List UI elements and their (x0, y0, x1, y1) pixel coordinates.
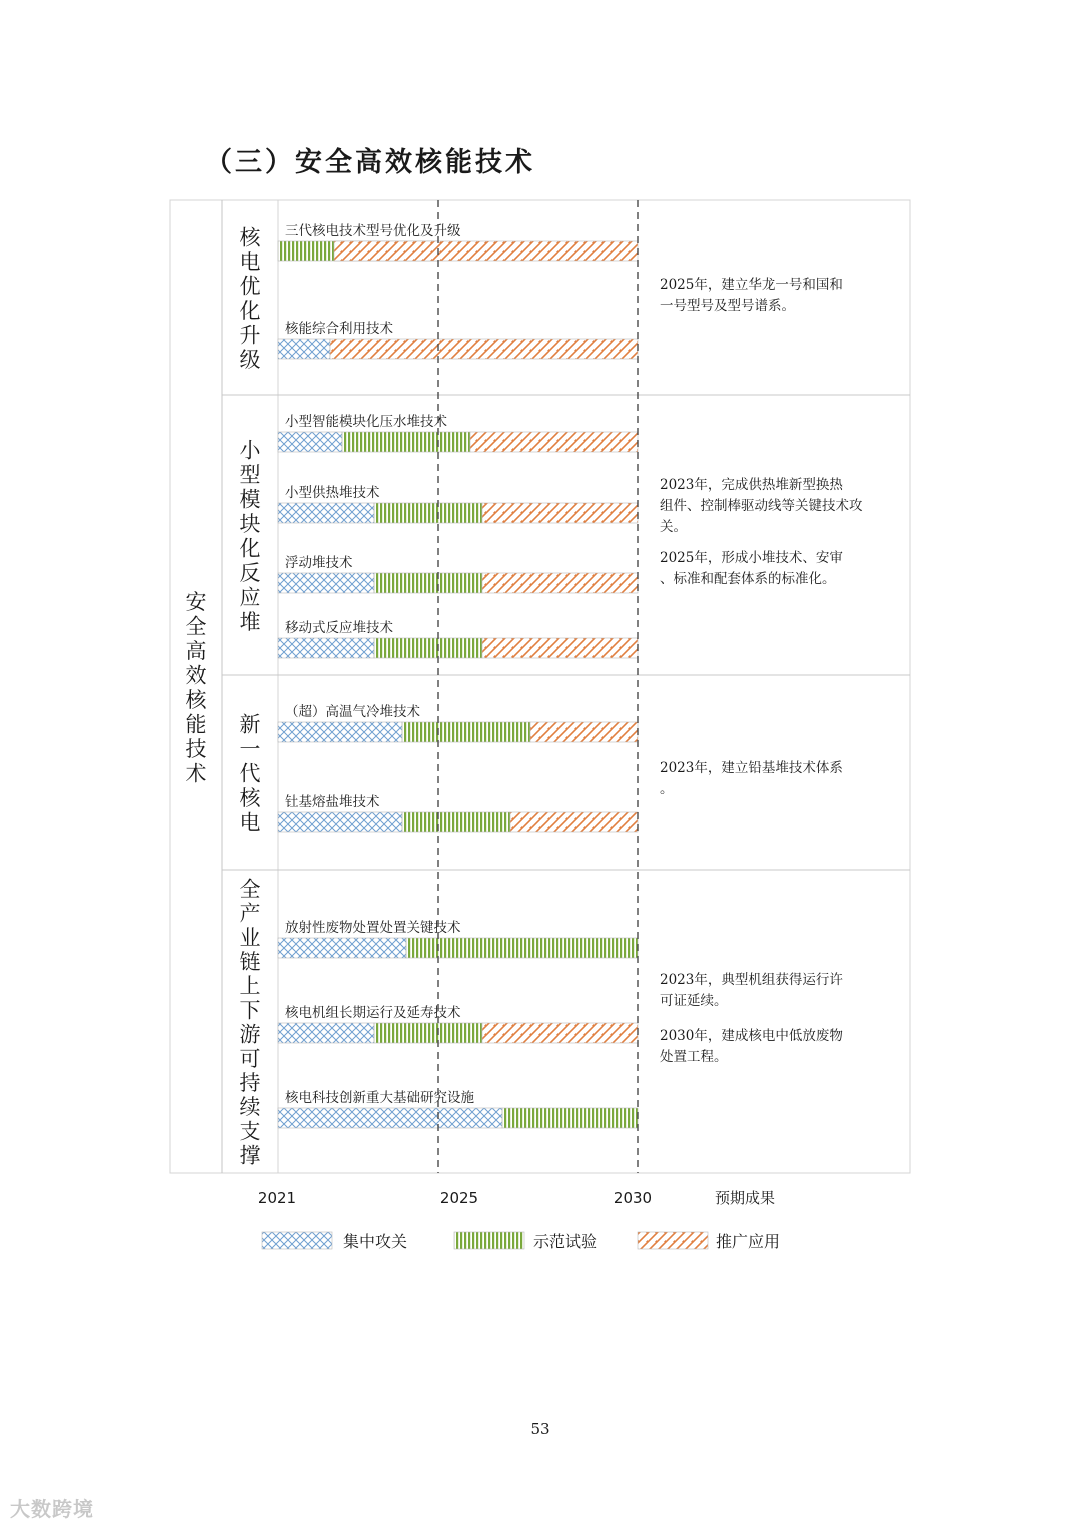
group-label-char: 型 (239, 462, 261, 487)
group-label-char: 业 (239, 925, 261, 950)
outer-label-char: 能 (185, 712, 207, 737)
outcome-note: 2023年，完成供热堆新型换热组件、控制棒驱动线等关键技术攻关。 (660, 477, 863, 535)
page-heading: （三）安全高效核能技术 (205, 147, 535, 178)
legend-label: 集中攻关 (343, 1232, 408, 1251)
legend-swatch-gj (262, 1232, 332, 1249)
group-label-char: 新 (239, 712, 261, 737)
group-label-char: 持 (239, 1071, 261, 1095)
group-label-char: 链 (239, 950, 261, 974)
bar-sf (374, 638, 482, 658)
group-label-char: 块 (239, 511, 261, 536)
bar-gj (278, 812, 402, 832)
bar-sf (406, 938, 638, 958)
bar-sf (402, 812, 510, 832)
group-label-char: 电 (239, 810, 261, 835)
group-label-char: 化 (239, 536, 261, 561)
outcome-header: 预期成果 (714, 1189, 776, 1207)
task-label: （超）高温气冷堆技术 (285, 704, 420, 720)
bar-tg (482, 1023, 638, 1043)
bar-tg (510, 812, 638, 832)
group-label-char: 核 (239, 225, 261, 250)
group-label-char: 撑 (239, 1143, 261, 1168)
group-label-char: 代 (239, 761, 261, 786)
legend-swatch-tg (638, 1232, 708, 1249)
group-label-char: 一 (239, 737, 261, 761)
task-label: 小型智能模块化压水堆技术 (285, 414, 447, 430)
page-number: 53 (530, 1420, 550, 1438)
bar-tg (330, 339, 638, 359)
group-label-char: 升 (239, 323, 261, 348)
x-axis (258, 1189, 775, 1207)
task-label: 小型供热堆技术 (285, 485, 380, 501)
task-label: 三代核电技术型号优化及升级 (285, 223, 461, 239)
outer-label-char: 安 (185, 589, 207, 614)
legend (262, 1232, 780, 1251)
legend-swatch-sf (454, 1232, 524, 1249)
group-label-char: 下 (239, 998, 261, 1023)
bar-gj (278, 503, 374, 523)
task-label: 移动式反应堆技术 (285, 620, 393, 636)
bar-gj (278, 722, 402, 742)
legend-label: 示范试验 (533, 1232, 598, 1251)
group-label-char: 游 (239, 1022, 261, 1047)
group-label-char: 应 (239, 585, 261, 610)
outcome-note: 2030年，建成核电中低放废物处置工程。 (660, 1028, 843, 1065)
task-label: 浮动堆技术 (285, 555, 353, 571)
outer-label-char: 核 (185, 687, 207, 712)
task-label: 核电科技创新重大基础研究设施 (285, 1090, 474, 1106)
outcome-note: 2023年，建立铅基堆技术体系。 (660, 760, 843, 797)
group-label-char: 优 (239, 274, 261, 299)
group-label-char: 产 (239, 901, 261, 926)
group-label-char: 反 (239, 560, 261, 585)
group-label-char: 可 (239, 1046, 261, 1071)
task-label: 钍基熔盐堆技术 (285, 794, 380, 810)
task-label: 核电机组长期运行及延寿技术 (285, 1005, 461, 1021)
bar-tg (334, 241, 638, 261)
group-label-char: 续 (239, 1095, 261, 1120)
group-label-char: 全 (239, 877, 261, 902)
bar-gj (278, 339, 330, 359)
bar-tg (482, 638, 638, 658)
bar-sf (502, 1108, 638, 1128)
x-tick-label: 2025 (439, 1189, 479, 1207)
bar-sf (342, 432, 470, 452)
bar-tg (470, 432, 638, 452)
bar-gj (278, 638, 374, 658)
group-label-char: 电 (239, 249, 261, 274)
group-label-char: 模 (239, 487, 261, 512)
bar-gj (278, 432, 342, 452)
bar-sf (402, 722, 530, 742)
outcome-note: 2025年，形成小堆技术、安审、标准和配套体系的标准化。 (660, 550, 843, 587)
legend-label: 推广应用 (716, 1232, 781, 1251)
group-label-char: 小 (239, 438, 261, 463)
bar-sf (374, 503, 482, 523)
group-label-char: 支 (239, 1119, 261, 1144)
group-label-char: 上 (239, 974, 261, 999)
outer-label-char: 术 (185, 761, 207, 786)
task-label: 核能综合利用技术 (285, 321, 393, 337)
outcome-note: 2023年，典型机组获得运行许可证延续。 (660, 972, 843, 1009)
outer-label-char: 技 (185, 736, 207, 761)
bar-tg (530, 722, 638, 742)
bar-tg (482, 573, 638, 593)
x-tick-label: 2030 (613, 1189, 653, 1207)
bar-gj (278, 1108, 502, 1128)
outer-label-char: 高 (185, 638, 207, 663)
group-label-char: 核 (239, 786, 261, 810)
bar-gj (278, 573, 374, 593)
group-label-char: 堆 (239, 609, 261, 634)
bar-gj (278, 1023, 374, 1043)
bar-gj (278, 938, 406, 958)
x-tick-label: 2021 (257, 1189, 297, 1207)
bar-sf (374, 1023, 482, 1043)
group-label-char: 化 (239, 298, 261, 323)
group-label-char: 级 (239, 347, 261, 372)
watermark: 大数跨境 (10, 1497, 94, 1521)
task-label: 放射性废物处置处置关键技术 (285, 920, 461, 936)
bar-sf (374, 573, 482, 593)
bar-tg (482, 503, 638, 523)
outcome-note: 2025年，建立华龙一号和国和一号型号及型号谱系。 (660, 277, 843, 314)
outer-label-char: 全 (185, 614, 207, 639)
outer-label-char: 效 (185, 663, 207, 688)
